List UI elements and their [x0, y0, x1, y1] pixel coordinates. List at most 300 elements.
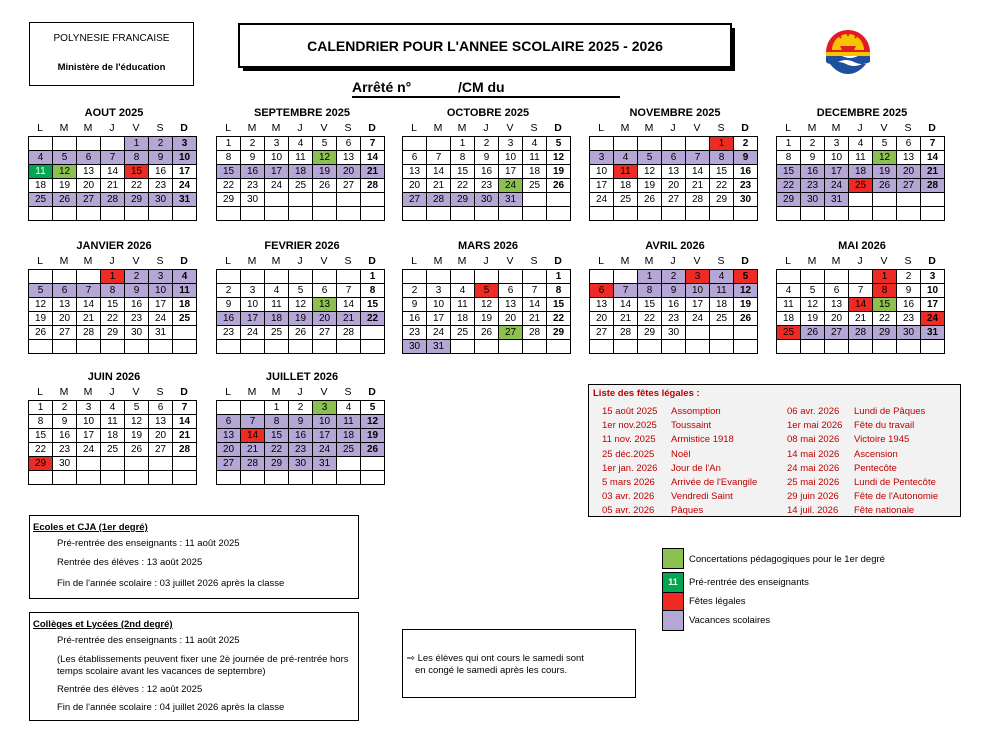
day-cell: 7 — [361, 137, 385, 151]
empty-cell — [710, 207, 734, 221]
weekday-header: V — [132, 122, 140, 134]
empty-cell — [289, 207, 313, 221]
weekday-header: D — [368, 255, 376, 267]
day-cell: 18 — [289, 165, 313, 179]
day-cell: 3 — [77, 401, 101, 415]
day-cell: 8 — [265, 415, 289, 429]
day-cell: 10 — [77, 415, 101, 429]
empty-cell — [217, 340, 241, 354]
day-cell: 17 — [265, 165, 289, 179]
month-grid — [589, 136, 758, 221]
day-cell: 12 — [638, 165, 662, 179]
month-title: OCTOBRE 2025 — [446, 107, 530, 119]
day-cell: 22 — [638, 312, 662, 326]
day-cell: 8 — [451, 151, 475, 165]
empty-cell — [29, 137, 53, 151]
empty-cell — [101, 471, 125, 485]
weekday-header: L — [37, 255, 43, 267]
empty-cell — [427, 137, 451, 151]
day-cell: 2 — [403, 284, 427, 298]
holiday-name: Lundi de Pâques — [854, 406, 926, 417]
empty-cell — [451, 207, 475, 221]
day-cell: 4 — [849, 137, 873, 151]
day-cell: 8 — [125, 151, 149, 165]
empty-cell — [53, 137, 77, 151]
day-cell: 5 — [475, 284, 499, 298]
day-cell: 8 — [101, 284, 125, 298]
day-cell: 27 — [53, 326, 77, 340]
empty-cell — [265, 340, 289, 354]
month-title: MAI 2026 — [838, 240, 886, 252]
day-cell: 4 — [173, 270, 197, 284]
holiday-date: 24 mai 2026 — [787, 462, 840, 474]
day-cell: 30 — [289, 457, 313, 471]
weekday-header: L — [225, 255, 231, 267]
holiday-date: 25 mai 2026 — [787, 477, 840, 488]
day-cell: 18 — [710, 298, 734, 312]
holiday-name: Pâques — [671, 505, 704, 517]
weekday-header: M — [247, 386, 257, 398]
day-cell: 20 — [217, 443, 241, 457]
day-cell: 23 — [475, 179, 499, 193]
weekday-header: V — [132, 255, 140, 267]
day-cell: 23 — [149, 179, 173, 193]
day-cell: 21 — [427, 179, 451, 193]
day-cell: 17 — [825, 165, 849, 179]
month-title: JUILLET 2026 — [265, 371, 339, 383]
day-cell: 2 — [125, 270, 149, 284]
day-cell: 4 — [337, 401, 361, 415]
weekday-header: S — [717, 255, 725, 267]
day-cell: 6 — [149, 401, 173, 415]
empty-cell — [337, 340, 361, 354]
day-cell: 13 — [77, 165, 101, 179]
holiday-date: 15 août 2025 — [602, 406, 658, 417]
day-cell: 8 — [547, 284, 571, 298]
day-cell: 3 — [590, 151, 614, 165]
weekday-header: J — [297, 255, 303, 267]
day-cell: 24 — [173, 179, 197, 193]
day-cell: 16 — [734, 165, 758, 179]
empty-cell — [897, 207, 921, 221]
day-cell: 30 — [241, 193, 265, 207]
day-cell: 11 — [849, 151, 873, 165]
day-cell: 3 — [499, 137, 523, 151]
day-cell: 23 — [241, 179, 265, 193]
secondary-title: Collèges et Lycées (2nd degré) — [33, 619, 173, 630]
day-cell: 9 — [475, 151, 499, 165]
day-cell: 11 — [173, 284, 197, 298]
weekday-header: M — [83, 255, 93, 267]
weekday-header: S — [156, 122, 164, 134]
day-cell: 25 — [849, 179, 873, 193]
day-cell: 14 — [337, 298, 361, 312]
empty-cell — [590, 207, 614, 221]
empty-cell — [77, 340, 101, 354]
day-cell: 16 — [801, 165, 825, 179]
day-cell: 29 — [777, 193, 801, 207]
day-cell: 26 — [801, 326, 825, 340]
day-cell: 14 — [361, 151, 385, 165]
day-cell: 15 — [101, 298, 125, 312]
day-cell: 20 — [313, 312, 337, 326]
day-cell: 26 — [638, 193, 662, 207]
empty-cell — [77, 270, 101, 284]
weekday-header: D — [554, 122, 562, 134]
month-grid — [216, 136, 385, 221]
month-grid — [402, 269, 571, 354]
day-cell: 17 — [241, 312, 265, 326]
day-cell: 8 — [29, 415, 53, 429]
primary-title: Ecoles et CJA (1er degré) — [33, 522, 148, 533]
day-cell: 1 — [777, 137, 801, 151]
weekday-header: S — [530, 122, 538, 134]
day-cell: 26 — [125, 443, 149, 457]
legend-swatch-concertation — [662, 548, 684, 569]
holiday-date: 1er nov.2025 — [602, 420, 657, 432]
weekday-header: L — [598, 122, 604, 134]
holiday-date: 1er mai 2026 — [787, 420, 843, 432]
empty-cell — [825, 270, 849, 284]
empty-cell — [921, 207, 945, 221]
empty-cell — [101, 207, 125, 221]
day-cell: 22 — [217, 179, 241, 193]
day-cell: 13 — [53, 298, 77, 312]
day-cell: 23 — [125, 312, 149, 326]
day-cell: 5 — [53, 151, 77, 165]
empty-cell — [125, 340, 149, 354]
day-cell: 31 — [921, 326, 945, 340]
day-cell: 31 — [173, 193, 197, 207]
empty-cell — [686, 207, 710, 221]
day-cell: 14 — [686, 165, 710, 179]
weekday-header: M — [83, 386, 93, 398]
day-cell: 9 — [801, 151, 825, 165]
day-cell: 15 — [777, 165, 801, 179]
day-cell: 2 — [149, 137, 173, 151]
empty-cell — [734, 207, 758, 221]
day-cell: 11 — [614, 165, 638, 179]
weekday-header: L — [785, 122, 791, 134]
empty-cell — [547, 340, 571, 354]
weekday-header: S — [156, 386, 164, 398]
day-cell: 20 — [53, 312, 77, 326]
weekday-header: S — [717, 122, 725, 134]
empty-cell — [125, 471, 149, 485]
empty-cell — [873, 193, 897, 207]
day-cell: 26 — [734, 312, 758, 326]
empty-cell — [849, 207, 873, 221]
weekday-header: D — [180, 255, 188, 267]
day-cell: 22 — [125, 179, 149, 193]
empty-cell — [427, 207, 451, 221]
holiday-name: Fête nationale — [854, 505, 915, 517]
weekday-header: S — [344, 386, 352, 398]
day-cell: 14 — [523, 298, 547, 312]
day-cell: 4 — [523, 137, 547, 151]
day-cell: 16 — [149, 165, 173, 179]
empty-cell — [217, 401, 241, 415]
weekday-header: V — [320, 255, 328, 267]
empty-cell — [801, 340, 825, 354]
holiday-name: Fête du travail — [854, 420, 915, 432]
day-cell: 16 — [125, 298, 149, 312]
empty-cell — [149, 457, 173, 471]
month-title: JANVIER 2026 — [76, 240, 152, 252]
day-cell: 12 — [547, 151, 571, 165]
day-cell: 16 — [53, 429, 77, 443]
empty-cell — [77, 457, 101, 471]
weekday-header: M — [433, 255, 443, 267]
day-cell: 9 — [897, 284, 921, 298]
month-calendar — [216, 105, 388, 221]
day-cell: 15 — [29, 429, 53, 443]
weekday-header: M — [644, 255, 654, 267]
empty-cell — [427, 270, 451, 284]
empty-cell — [734, 326, 758, 340]
day-cell: 3 — [265, 137, 289, 151]
day-cell: 23 — [662, 312, 686, 326]
day-cell: 10 — [590, 165, 614, 179]
month-calendar — [589, 105, 761, 221]
day-cell: 6 — [590, 284, 614, 298]
day-cell: 7 — [101, 151, 125, 165]
empty-cell — [547, 193, 571, 207]
day-cell: 3 — [921, 270, 945, 284]
empty-cell — [590, 340, 614, 354]
day-cell: 13 — [897, 151, 921, 165]
empty-cell — [173, 457, 197, 471]
day-cell: 28 — [614, 326, 638, 340]
legend-label: Concertations pédagogiques pour le 1er degré — [689, 554, 885, 565]
day-cell: 4 — [29, 151, 53, 165]
empty-cell — [662, 207, 686, 221]
day-cell: 15 — [547, 298, 571, 312]
day-cell: 13 — [499, 298, 523, 312]
empty-cell — [523, 193, 547, 207]
day-cell: 3 — [241, 284, 265, 298]
month-calendar — [216, 369, 388, 485]
day-cell: 10 — [825, 151, 849, 165]
day-cell: 14 — [427, 165, 451, 179]
month-grid — [216, 269, 385, 354]
day-cell: 18 — [614, 179, 638, 193]
day-cell: 28 — [241, 457, 265, 471]
weekday-header: V — [506, 122, 514, 134]
day-cell: 17 — [313, 429, 337, 443]
holiday-name: Toussaint — [671, 420, 712, 432]
day-cell: 14 — [241, 429, 265, 443]
weekday-header: M — [807, 255, 817, 267]
empty-cell — [217, 207, 241, 221]
day-cell: 20 — [499, 312, 523, 326]
empty-cell — [897, 193, 921, 207]
day-cell: 30 — [53, 457, 77, 471]
empty-cell — [289, 471, 313, 485]
day-cell: 1 — [29, 401, 53, 415]
day-cell: 25 — [777, 326, 801, 340]
empty-cell — [337, 457, 361, 471]
day-cell: 16 — [475, 165, 499, 179]
day-cell: 23 — [801, 179, 825, 193]
empty-cell — [289, 340, 313, 354]
weekday-header: D — [928, 122, 936, 134]
day-cell: 31 — [427, 340, 451, 354]
day-cell: 20 — [897, 165, 921, 179]
day-cell: 27 — [662, 193, 686, 207]
empty-cell — [451, 270, 475, 284]
day-cell: 1 — [547, 270, 571, 284]
day-cell: 26 — [53, 193, 77, 207]
weekday-header: S — [344, 255, 352, 267]
day-cell: 30 — [734, 193, 758, 207]
day-cell: 8 — [638, 284, 662, 298]
day-cell: 12 — [29, 298, 53, 312]
day-cell: 23 — [289, 443, 313, 457]
legend-swatch-prerentree: 11 — [662, 572, 684, 593]
day-cell: 1 — [638, 270, 662, 284]
empty-cell — [313, 340, 337, 354]
empty-cell — [241, 207, 265, 221]
weekday-header: M — [644, 122, 654, 134]
weekday-header: D — [741, 122, 749, 134]
empty-cell — [710, 326, 734, 340]
saturday-note — [402, 629, 636, 698]
day-cell: 7 — [173, 401, 197, 415]
day-cell: 11 — [451, 298, 475, 312]
empty-cell — [265, 193, 289, 207]
day-cell: 17 — [921, 298, 945, 312]
holiday-name: Victoire 1945 — [854, 434, 910, 446]
secondary-school-box — [29, 612, 359, 721]
day-cell: 30 — [897, 326, 921, 340]
day-cell: 24 — [265, 179, 289, 193]
org-line-2: Ministère de l'éducation — [57, 62, 166, 73]
weekday-header: J — [109, 386, 115, 398]
day-cell: 28 — [77, 326, 101, 340]
day-cell: 10 — [241, 298, 265, 312]
day-cell: 7 — [921, 137, 945, 151]
empty-cell — [265, 471, 289, 485]
weekday-header: L — [785, 255, 791, 267]
month-title: JUIN 2026 — [87, 371, 141, 383]
weekday-header: V — [693, 122, 701, 134]
day-cell: 26 — [289, 326, 313, 340]
empty-cell — [149, 471, 173, 485]
month-calendar — [776, 238, 948, 354]
day-cell: 24 — [427, 326, 451, 340]
weekday-header: D — [180, 122, 188, 134]
day-cell: 4 — [710, 270, 734, 284]
day-cell: 6 — [217, 415, 241, 429]
holiday-date: 14 juil. 2026 — [787, 505, 839, 517]
holiday-name: Vendredi Saint — [671, 491, 733, 503]
polynesia-emblem-icon — [820, 22, 876, 78]
empty-cell — [241, 401, 265, 415]
day-cell: 5 — [125, 401, 149, 415]
org-line-1: POLYNESIE FRANCAISE — [53, 33, 170, 44]
day-cell: 18 — [337, 429, 361, 443]
day-cell: 9 — [217, 298, 241, 312]
empty-cell — [662, 137, 686, 151]
day-cell: 28 — [849, 326, 873, 340]
holidays-title: Liste des fêtes légales : — [593, 388, 700, 399]
empty-cell — [173, 207, 197, 221]
day-cell: 20 — [662, 179, 686, 193]
holiday-name: Lundi de Pentecôte — [854, 477, 936, 488]
day-cell: 15 — [638, 298, 662, 312]
day-cell: 22 — [361, 312, 385, 326]
weekday-header: D — [368, 386, 376, 398]
day-cell: 9 — [241, 151, 265, 165]
weekday-header: M — [271, 122, 281, 134]
day-cell: 13 — [149, 415, 173, 429]
empty-cell — [149, 340, 173, 354]
holiday-name: Fête de l'Autonomie — [854, 491, 939, 503]
month-calendar — [402, 238, 574, 354]
day-cell: 26 — [313, 179, 337, 193]
day-cell: 29 — [710, 193, 734, 207]
weekday-header: V — [693, 255, 701, 267]
empty-cell — [173, 340, 197, 354]
day-cell: 12 — [125, 415, 149, 429]
holiday-name: Armistice 1918 — [671, 434, 734, 446]
day-cell: 19 — [125, 429, 149, 443]
weekday-header: L — [411, 255, 417, 267]
day-cell: 19 — [801, 312, 825, 326]
holiday-name: Arrivée de l'Evangile — [671, 477, 758, 488]
day-cell: 4 — [777, 284, 801, 298]
day-cell: 5 — [638, 151, 662, 165]
day-cell: 30 — [403, 340, 427, 354]
day-cell: 11 — [337, 415, 361, 429]
empty-cell — [686, 326, 710, 340]
day-cell: 15 — [710, 165, 734, 179]
weekday-header: M — [271, 386, 281, 398]
weekday-header: M — [59, 386, 69, 398]
empty-cell — [638, 137, 662, 151]
empty-cell — [662, 340, 686, 354]
weekday-header: J — [857, 255, 863, 267]
day-cell: 27 — [590, 326, 614, 340]
weekday-header: J — [109, 255, 115, 267]
empty-cell — [265, 207, 289, 221]
day-cell: 6 — [825, 284, 849, 298]
day-cell: 18 — [29, 179, 53, 193]
empty-cell — [499, 207, 523, 221]
weekday-header: J — [109, 122, 115, 134]
empty-cell — [499, 340, 523, 354]
holiday-name: Pentecôte — [854, 462, 897, 474]
day-cell: 14 — [921, 151, 945, 165]
day-cell: 1 — [361, 270, 385, 284]
weekday-header: M — [247, 122, 257, 134]
day-cell: 17 — [427, 312, 451, 326]
day-cell: 19 — [313, 165, 337, 179]
holiday-name: Ascension — [854, 448, 898, 460]
day-cell: 9 — [662, 284, 686, 298]
weekday-header: L — [225, 386, 231, 398]
day-cell: 5 — [734, 270, 758, 284]
day-cell: 24 — [241, 326, 265, 340]
day-cell: 8 — [873, 284, 897, 298]
weekday-header: M — [831, 255, 841, 267]
day-cell: 3 — [173, 137, 197, 151]
month-title: AVRIL 2026 — [645, 240, 705, 252]
holiday-date: 03 avr. 2026 — [602, 491, 655, 503]
day-cell: 30 — [662, 326, 686, 340]
empty-cell — [499, 270, 523, 284]
